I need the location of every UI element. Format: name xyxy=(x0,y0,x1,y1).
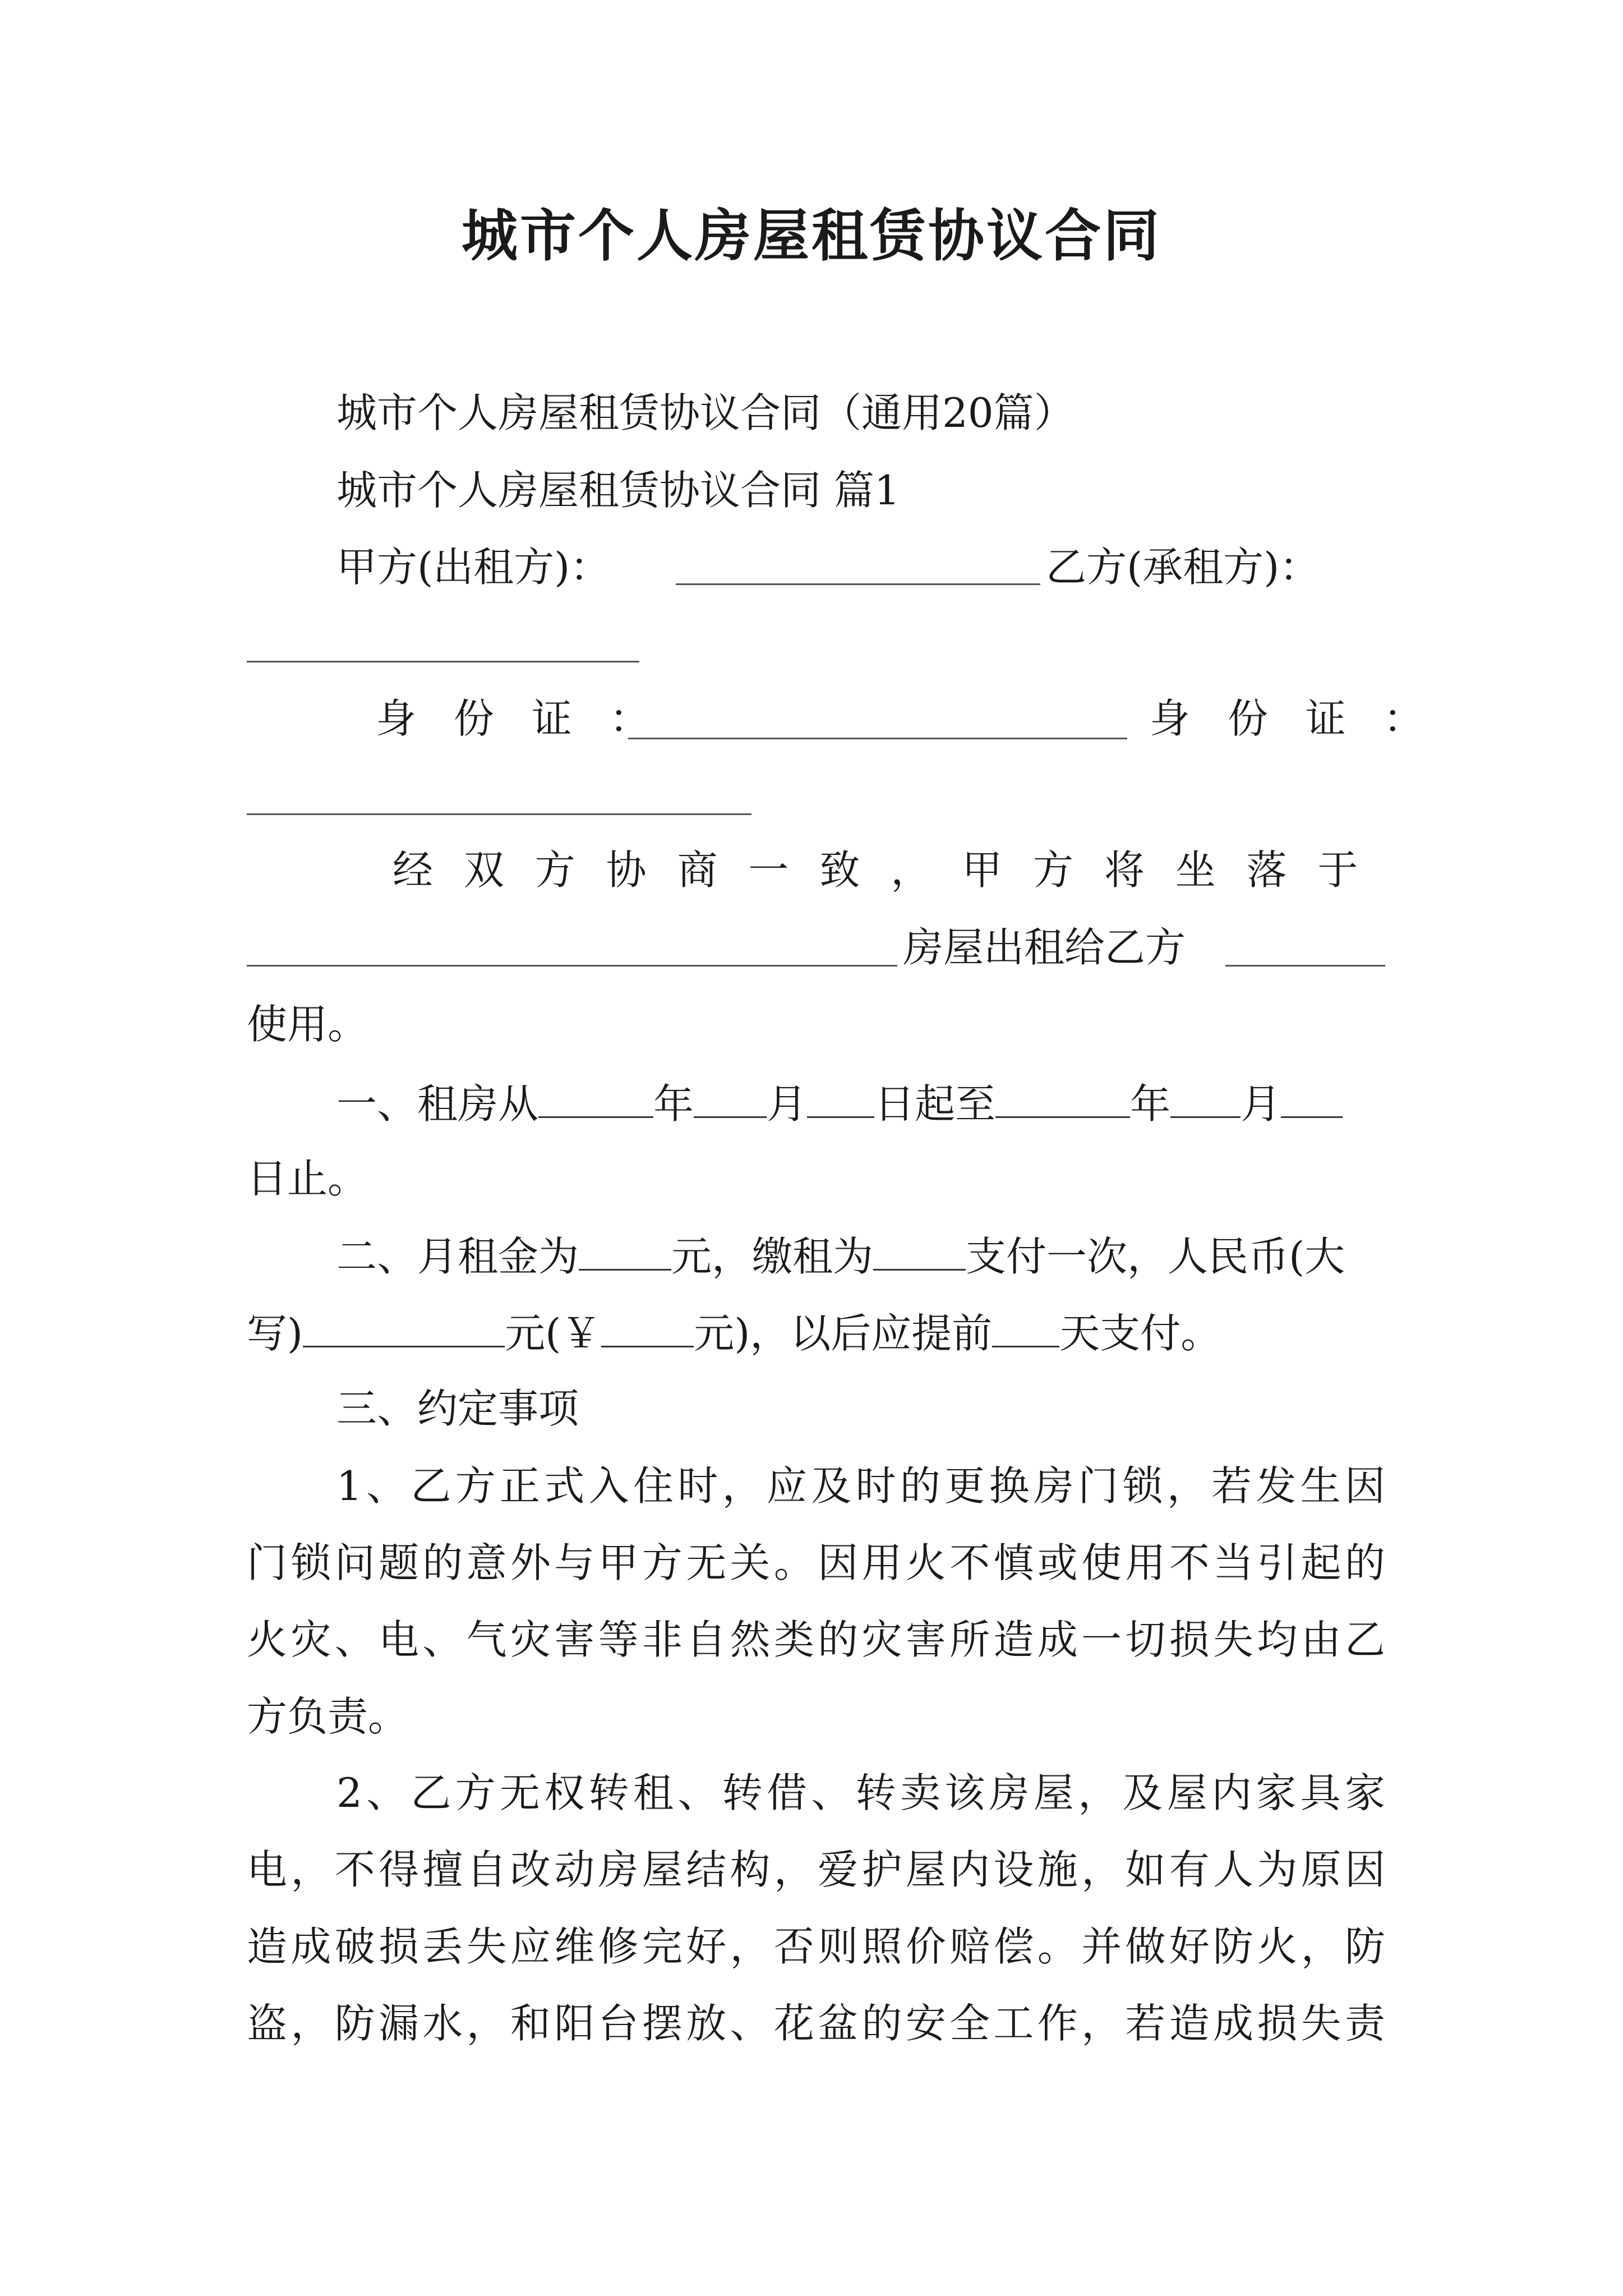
item1-line2: 门锁问题的意外与甲方无关。因用火不慎或使用不当引起的 xyxy=(247,1543,1385,1586)
id-label-b: 身 份 证 ： xyxy=(1150,695,1436,742)
section-heading: 城市个人房屋租赁协议合同 篇1 xyxy=(336,467,900,514)
item2-line1: 2、乙方无权转租、转借、转卖该房屋，及屋内家具家 xyxy=(336,1773,1385,1816)
rent-blank xyxy=(579,1234,671,1271)
id-b-blank xyxy=(247,813,751,815)
address-blank xyxy=(247,965,897,967)
clause2-yuan: 元(￥ xyxy=(505,1310,602,1357)
intro-part3: 使用。 xyxy=(247,1001,368,1048)
clause1-day-blank xyxy=(807,1082,874,1118)
clause1-end: 日止。 xyxy=(247,1155,368,1202)
clause2-pay: 天支付。 xyxy=(1059,1310,1221,1357)
party-a-label: 甲方(出租方)： xyxy=(336,544,611,591)
clause2-advance: 元)，以后应提前 xyxy=(694,1310,993,1357)
usage-blank xyxy=(1225,965,1385,967)
clause2-start: 二、月租金为 xyxy=(336,1233,579,1280)
clause2-write: 写) xyxy=(247,1310,303,1357)
clause1-day-to: 日起至 xyxy=(874,1080,996,1128)
clause2-line1 xyxy=(336,1233,1345,1280)
clause2-end: 支付一次，人民币(大 xyxy=(966,1233,1345,1280)
item1-line3: 火灾、电、气灾害等非自然类的灾害所造成一切损失均由乙 xyxy=(247,1619,1385,1663)
clause2-line2 xyxy=(247,1310,1221,1357)
clause1-year-blank xyxy=(538,1082,653,1118)
clause1-month2: 月 xyxy=(1241,1080,1281,1128)
item1-line1: 1、乙方正式入住时，应及时的更换房门锁，若发生因 xyxy=(336,1466,1385,1510)
document-title: 城市个人房屋租赁协议合同 xyxy=(462,203,1161,269)
party-b-label: 乙方(承租方)： xyxy=(1046,544,1320,591)
clause1-month-blank xyxy=(694,1082,767,1118)
clause1-month: 月 xyxy=(767,1080,808,1128)
item2-line2: 电，不得擅自改动房屋结构，爱护屋内设施，如有人为原因 xyxy=(247,1849,1385,1893)
clause3-heading: 三、约定事项 xyxy=(336,1385,579,1432)
item1-line4: 方负责。 xyxy=(247,1693,409,1740)
intro-part2: 房屋出租给乙方 xyxy=(903,924,1186,971)
id-label-a: 身 份 证 ： xyxy=(376,695,662,742)
party-a-blank xyxy=(676,583,1040,585)
clause1-line xyxy=(336,1080,1343,1128)
rent-words-blank xyxy=(303,1311,505,1347)
clause1-year2-blank xyxy=(995,1082,1130,1118)
clause1-start: 一、租房从 xyxy=(336,1080,539,1128)
payment-period-blank xyxy=(873,1234,966,1271)
id-a-blank xyxy=(628,738,1127,739)
rent-number-blank xyxy=(601,1311,694,1347)
item2-line4: 盗，防漏水，和阳台摆放、花盆的安全工作，若造成损失责 xyxy=(247,2003,1385,2047)
item2-line3: 造成破损丢失应维修完好，否则照价赔偿。并做好防火，防 xyxy=(247,1926,1385,1970)
intro-part1: 经 双 方 协 商 一 致 ， 甲 方 将 坐 落 于 xyxy=(393,846,1367,894)
clause2-mid: 元，缴租为 xyxy=(671,1233,874,1280)
clause1-month2-blank xyxy=(1170,1082,1241,1118)
party-b-blank xyxy=(247,661,639,662)
days-blank xyxy=(992,1311,1059,1347)
clause1-year: 年 xyxy=(653,1080,694,1128)
document-subtitle: 城市个人房屋租赁协议合同（通用20篇） xyxy=(336,389,1075,436)
clause1-year2: 年 xyxy=(1130,1080,1171,1128)
clause1-day2-blank xyxy=(1281,1082,1343,1118)
